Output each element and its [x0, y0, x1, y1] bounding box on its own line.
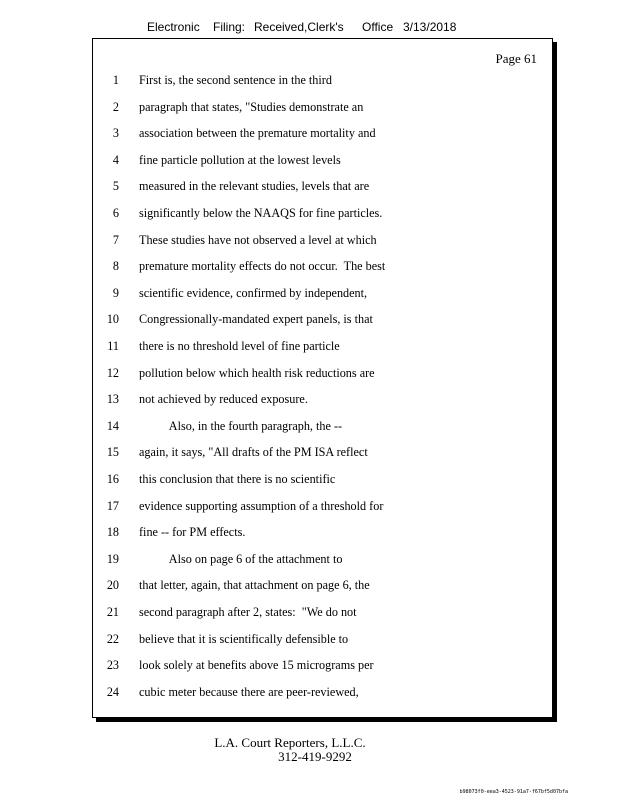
line-text: These studies have not observed a level at which [139, 232, 377, 247]
line-number: 13 [106, 392, 119, 407]
transcript-line [93, 153, 533, 169]
line-number: 3 [112, 126, 119, 141]
transcript-line [93, 259, 533, 275]
line-text: Also, in the fourth paragraph, the -- [139, 418, 343, 433]
line-number: 18 [106, 525, 119, 540]
line-number: 9 [112, 285, 119, 300]
line-text: pollution below which health risk reductions are [139, 365, 375, 380]
transcript-line [93, 206, 533, 222]
transcript-line [93, 339, 533, 355]
line-text: this conclusion that there is no scientific [139, 472, 336, 486]
line-number: 21 [106, 605, 119, 619]
line-text: that letter, again, that attachment on page 6, the [139, 578, 370, 593]
line-text: not achieved by reduced exposure. [139, 392, 308, 407]
line-text: again, it says, "All drafts of the PM ISA reflect [139, 445, 368, 460]
line-number: 20 [106, 578, 119, 593]
filing-header-electronic: Electronic [147, 20, 200, 34]
line-text: association between the premature mortality and [139, 126, 376, 141]
line-text: second paragraph after 2, states: "We do not [139, 605, 357, 619]
transcript-line [93, 286, 533, 302]
transcript-line [93, 419, 533, 435]
transcript-line [93, 392, 533, 408]
line-text: First is, the second sentence in the third [139, 73, 332, 87]
transcript-line [93, 179, 533, 195]
line-number: 5 [112, 179, 119, 194]
line-number: 23 [106, 658, 119, 673]
line-number: 7 [112, 232, 119, 247]
footer-phone: 312-419-9292 [278, 749, 352, 764]
line-number: 11 [107, 339, 119, 353]
line-number: 19 [106, 551, 119, 566]
document-hash: b98073f0-eea3-4523-91a7-f67bf5d07bfa [459, 789, 568, 795]
line-number: 12 [106, 365, 119, 380]
page-number: Page 61 [495, 51, 537, 66]
filing-header-office: Office [362, 20, 394, 34]
line-number: 16 [106, 472, 119, 486]
line-number: 15 [106, 445, 119, 460]
line-text: scientific evidence, confirmed by independent, [139, 285, 368, 300]
transcript-line [93, 578, 533, 594]
transcript-page [92, 38, 553, 718]
line-number: 1 [112, 73, 119, 87]
transcript-line [93, 632, 533, 648]
line-text: paragraph that states, "Studies demonstrate an [139, 99, 364, 114]
line-text: evidence supporting assumption of a threshold for [139, 498, 384, 513]
line-text: premature mortality effects do not occur. The best [139, 259, 386, 274]
transcript-line [93, 605, 533, 621]
line-number: 14 [106, 418, 119, 433]
transcript-line [93, 472, 533, 488]
footer-company: L.A. Court Reporters, L.L.C. [214, 735, 366, 750]
line-text: believe that it is scientifically defensible to [139, 631, 349, 646]
transcript-line [93, 445, 533, 461]
transcript-line [93, 525, 533, 541]
filing-header-date: 3/13/2018 [403, 20, 457, 34]
line-number: 10 [106, 312, 119, 327]
transcript-line [93, 100, 533, 116]
transcript-line [93, 233, 533, 249]
filing-header-filing: Filing: [213, 20, 246, 34]
filing-header-received: Received,Clerk's [254, 20, 344, 34]
transcript-line [93, 126, 533, 142]
transcript-line [93, 73, 533, 89]
line-number: 4 [112, 152, 119, 167]
transcript-line [93, 685, 533, 701]
transcript-line [93, 312, 533, 328]
transcript-line [93, 552, 533, 568]
line-text: there is no threshold level of fine particle [139, 339, 340, 353]
line-text: significantly below the NAAQS for fine particles. [139, 206, 383, 220]
line-text: fine particle pollution at the lowest levels [139, 152, 341, 167]
line-number: 22 [106, 631, 119, 646]
line-number: 17 [106, 498, 119, 513]
line-number: 2 [112, 99, 119, 114]
line-text: fine -- for PM effects. [139, 525, 246, 540]
line-number: 6 [112, 206, 119, 220]
transcript-line [93, 658, 533, 674]
line-text: look solely at benefits above 15 micrograms per [139, 658, 374, 673]
line-text: measured in the relevant studies, levels that are [139, 179, 370, 194]
line-number: 8 [112, 259, 119, 274]
transcript-line [93, 499, 533, 515]
line-text: Congressionally-mandated expert panels, is that [139, 312, 373, 327]
line-number: 24 [106, 684, 119, 699]
transcript-line [93, 366, 533, 382]
line-text: cubic meter because there are peer-reviewed, [139, 684, 359, 699]
line-text: Also on page 6 of the attachment to [139, 551, 343, 566]
filing-header [0, 20, 618, 36]
